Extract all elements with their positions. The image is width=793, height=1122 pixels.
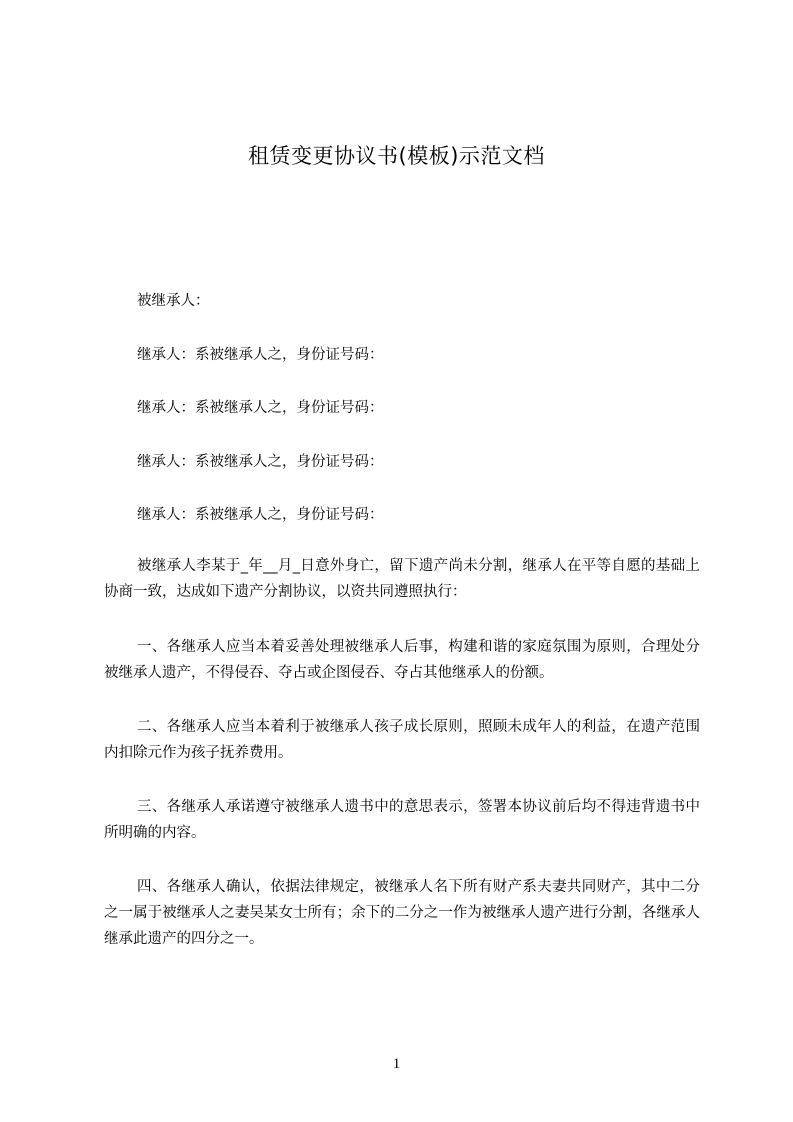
intro-paragraph: 被继承人李某于_年__月_日意外身亡，留下遗产尚未分割，继承人在平等自愿的基础上协商一致，达成如下遗产分割协议，以资共同遵照执行： [104,558,700,600]
heir-line-1: 继承人：系被继承人之，身份证号码： [137,347,384,363]
document-title: 租赁变更协议书(模板)示范文档 [248,144,545,168]
heir-line-2: 继承人：系被继承人之，身份证号码： [137,400,384,416]
clause-3: 三、各继承人承诺遵守被继承人遗书中的意思表示，签署本协议前后均不得违背遗书中所明确的内容。 [104,799,700,841]
heir-line-3: 继承人：系被继承人之，身份证号码： [137,454,384,470]
clause-1: 一、各继承人应当本着妥善处理被继承人后事，构建和谐的家庭氛围为原则，合理处分被继承人遗产，不得侵吞、夺占或企图侵吞、夺占其他继承人的份额。 [104,639,700,681]
clause-4: 四、各继承人确认，依据法律规定，被继承人名下所有财产系夫妻共同财产，其中二分之一属于被继承人之妻吴某女士所有；余下的二分之一作为被继承人遗产进行分割，各继承人继承此遗产的四分之一。 [104,879,700,947]
decedent-line: 被继承人： [137,293,210,309]
clause-2: 二、各继承人应当本着利于被继承人孩子成长原则，照顾未成年人的利益，在遗产范围内扣除元作为孩子抚养费用。 [104,719,700,761]
heir-line-4: 继承人：系被继承人之，身份证号码： [137,507,384,523]
page-number: 1 [392,1056,401,1072]
